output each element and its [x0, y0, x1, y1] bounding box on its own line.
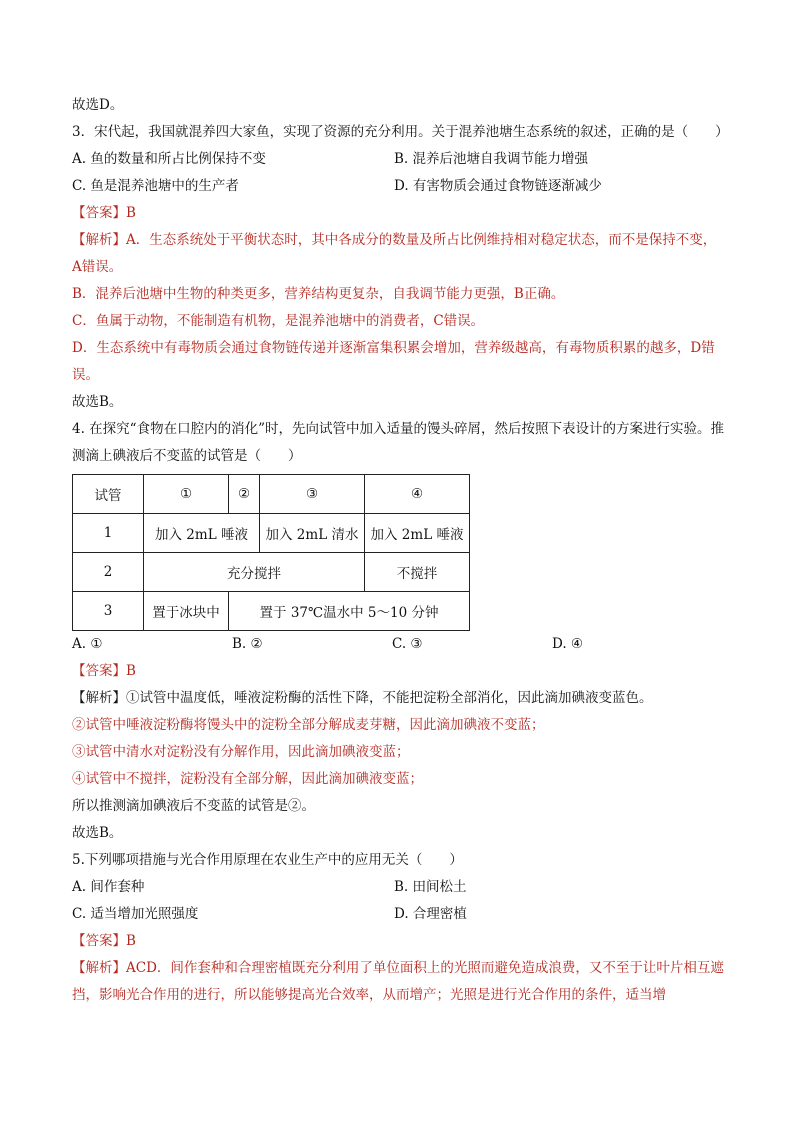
q5-option-d: D. 合理密植 — [394, 906, 467, 922]
table-row2-label: 2 — [73, 553, 144, 592]
q5-analysis: 【解析】ACD．间作套种和合理密植既充分利用了单位面积上的光照而避免造成浪费，又不至于让叶片相互遮挡，影响光合作用的进行，所以能够提高光合效率，从而增产；光照是进行光合作用的条件，适当增 — [72, 960, 724, 1003]
q3-option-c: C. 鱼是混养池塘中的生产者 — [72, 178, 239, 194]
q3-analysis-d: D．生态系统中有毒物质会通过食物链传递并逐渐富集积累会增加，营养级越高，有毒物质积累的越多，D错误。 — [72, 340, 715, 383]
prev-conclusion: 故选D。 — [72, 97, 124, 113]
table-header-1: ① — [144, 475, 229, 514]
q4-analysis-4: ④试管中不搅拌，淀粉没有全部分解，因此滴加碘液变蓝； — [72, 771, 423, 787]
q4-option-b: B. ② — [232, 636, 263, 652]
table-row1-label: 1 — [73, 514, 144, 553]
table-row3-cell-b: 置于 37℃温水中 5～10 分钟 — [229, 592, 470, 631]
q5-options-row2 — [72, 901, 724, 928]
table-header-2: ② — [229, 475, 260, 514]
q3-options-row1 — [72, 146, 724, 173]
q4-analysis-2: ②试管中唾液淀粉酶将馒头中的淀粉全部分解成麦芽糖，因此滴加碘液不变蓝； — [72, 717, 545, 733]
question-4: 4. 在探究“食物在口腔内的消化”时，先向试管中加入适量的馒头碎屑，然后按照下表设计的方案进行实验。推测滴上碘液后不变蓝的试管是（ ） — [72, 421, 724, 464]
q3-option-b: B. 混养后池塘自我调节能力增强 — [394, 151, 589, 167]
table-row1-cell-c: 加入 2mL 唾液 — [365, 514, 470, 553]
q5-options-row1 — [72, 874, 724, 901]
q3-analysis-b: B．混养后池塘中生物的种类更多，营养结构更复杂，自我调节能力更强，B正确。 — [72, 286, 565, 302]
q3-option-a: A. 鱼的数量和所占比例保持不变 — [72, 151, 266, 167]
table-row2-cell-b: 不搅拌 — [365, 553, 470, 592]
q4-options — [72, 631, 724, 658]
experiment-table — [72, 474, 470, 631]
table-header-3: ③ — [260, 475, 365, 514]
table-row2-cell-a: 充分搅拌 — [144, 553, 365, 592]
q3-options-row2 — [72, 173, 724, 200]
q3-conclusion: 故选B。 — [72, 394, 123, 410]
q4-option-c: C. ③ — [392, 636, 423, 652]
question-5: 5.下列哪项措施与光合作用原理在农业生产中的应用无关（ ） — [72, 852, 463, 868]
q3-analysis-a: 【解析】A．生态系统处于平衡状态时，其中各成分的数量及所占比例维持相对稳定状态，而不是保持不变，A错误。 — [72, 232, 717, 275]
q4-option-d: D. ④ — [552, 636, 584, 652]
table-row1-cell-a: 加入 2mL 唾液 — [144, 514, 260, 553]
q4-conclusion: 故选B。 — [72, 825, 123, 841]
q5-option-b: B. 田间松土 — [394, 879, 467, 895]
q4-analysis-3: ③试管中清水对淀粉没有分解作用，因此滴加碘液变蓝； — [72, 744, 410, 760]
q5-option-c: C. 适当增加光照强度 — [72, 906, 199, 922]
table-row3-cell-a: 置于冰块中 — [144, 592, 229, 631]
q4-option-a: A. ① — [72, 636, 103, 652]
table-header-4: ④ — [365, 475, 470, 514]
q5-answer: 【答案】B — [72, 933, 136, 949]
q4-analysis-1: 【解析】①试管中温度低，唾液淀粉酶的活性下降，不能把淀粉全部消化，因此滴加碘液变蓝色。 — [72, 690, 653, 706]
q3-option-d: D. 有害物质会通过食物链逐渐减少 — [394, 178, 602, 194]
document-page — [72, 92, 729, 1009]
table-row3-label: 3 — [73, 592, 144, 631]
q4-analysis-5: 所以推测滴加碘液后不变蓝的试管是②。 — [72, 798, 315, 814]
table-header-tube: 试管 — [73, 475, 144, 514]
q3-answer: 【答案】B — [72, 205, 136, 221]
q5-option-a: A. 间作套种 — [72, 879, 145, 895]
q3-analysis-c: C．鱼属于动物，不能制造有机物，是混养池塘中的消费者，C错误。 — [72, 313, 485, 329]
table-row1-cell-b: 加入 2mL 清水 — [260, 514, 365, 553]
q4-answer: 【答案】B — [72, 663, 136, 679]
question-3: 3．宋代起，我国就混养四大家鱼，实现了资源的充分利用。关于混养池塘生态系统的叙述，正确的是（ ） — [72, 124, 729, 140]
